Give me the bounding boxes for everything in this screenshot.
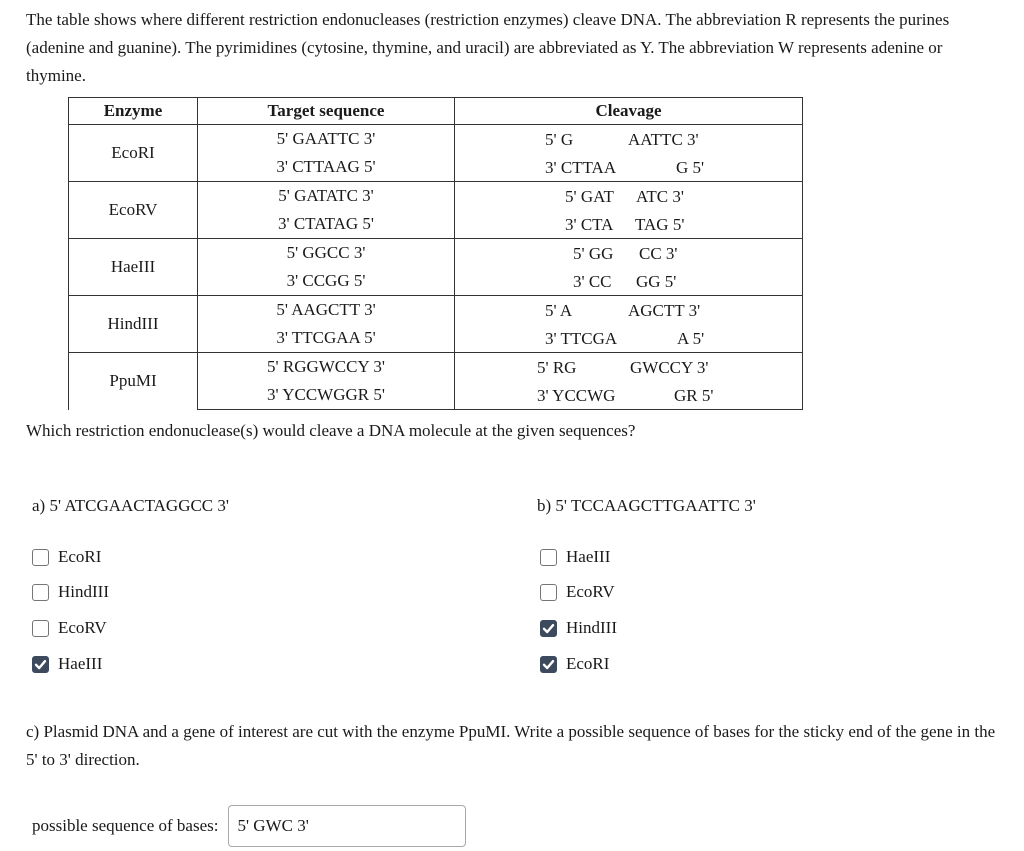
target-bottom: 3' YCCWGGR 5' <box>198 381 455 410</box>
cleavage-left: 3' CTA <box>565 215 614 234</box>
cleavage-left: 5' A <box>545 301 573 320</box>
cleavage-left: 3' CTTAA <box>545 158 617 177</box>
enzyme-name: HindIII <box>69 296 198 353</box>
cleavage-right: GG 5' <box>636 272 677 291</box>
enzyme-name: EcoRI <box>69 125 198 182</box>
header-enzyme: Enzyme <box>69 98 198 125</box>
checkbox[interactable] <box>540 584 557 601</box>
part-b-option-ecori[interactable] <box>540 654 609 674</box>
part-a-option-hindiii[interactable] <box>32 582 109 602</box>
answer-label: possible sequence of bases: <box>32 816 219 835</box>
part-a-option-ecori[interactable] <box>32 547 101 567</box>
cleavage-left: 5' RG <box>537 358 577 377</box>
cleavage-bottom <box>455 210 803 239</box>
cleavage-bottom <box>455 324 803 353</box>
question-text: Which restriction endonuclease(s) would cleave a DNA molecule at the given sequences? <box>26 421 636 440</box>
option-label: HindIII <box>566 618 617 637</box>
cleavage-right: ATC 3' <box>636 187 684 206</box>
option-label: EcoRV <box>566 582 615 601</box>
cleavage-left: 5' G <box>545 130 574 149</box>
target-bottom: 3' CTTAAG 5' <box>198 153 455 182</box>
target-bottom: 3' CCGG 5' <box>198 267 455 296</box>
cleavage-top <box>455 182 803 211</box>
part-b-option-ecorv[interactable] <box>540 582 615 602</box>
checkmark-icon <box>542 658 555 671</box>
cleavage-left: 3' TTCGA <box>545 329 618 348</box>
intro-text: The table shows where different restriction endonucleases (restriction enzymes) cleave DNA. The abbreviation R represents the purines (adenine and guanine). The pyrimidines (cytosine, thymine, and uracil) are abbreviated as Y. The abbreviation W represents adenine or thymine. <box>26 10 950 85</box>
part-a-option-haeiii[interactable] <box>32 654 102 674</box>
part-a-option-ecorv[interactable] <box>32 618 107 638</box>
target-bottom: 3' CTATAG 5' <box>198 210 455 239</box>
checkbox[interactable] <box>540 620 557 637</box>
option-label: EcoRI <box>58 547 102 566</box>
target-bottom: 3' TTCGAA 5' <box>198 324 455 353</box>
part-b-option-hindiii[interactable] <box>540 618 617 638</box>
restriction-enzyme-table <box>68 97 803 410</box>
cleavage-right: A 5' <box>677 329 705 348</box>
checkbox[interactable] <box>32 584 49 601</box>
target-top: 5' GGCC 3' <box>198 239 455 268</box>
cleavage-top <box>455 296 803 325</box>
answer-input[interactable]: 5' GWC 3' <box>228 805 466 847</box>
enzyme-name: HaeIII <box>69 239 198 296</box>
cleavage-right: TAG 5' <box>635 215 685 234</box>
cleavage-bottom <box>455 267 803 296</box>
checkmark-icon <box>542 622 555 635</box>
part-b-label: b) 5' TCCAAGCTTGAATTC 3' <box>537 496 756 515</box>
target-top: 5' AAGCTT 3' <box>198 296 455 325</box>
cleavage-bottom <box>455 381 803 410</box>
cleavage-right: AGCTT 3' <box>628 301 701 320</box>
header-cleavage: Cleavage <box>455 98 803 125</box>
cleavage-top <box>455 353 803 382</box>
checkbox[interactable] <box>32 549 49 566</box>
table-row <box>69 239 803 268</box>
checkbox[interactable] <box>540 656 557 673</box>
cleavage-left: 5' GG <box>573 244 614 263</box>
enzyme-name: EcoRV <box>69 182 198 239</box>
table-row <box>69 296 803 325</box>
checkbox[interactable] <box>32 620 49 637</box>
option-label: EcoRI <box>566 654 610 673</box>
option-label: HaeIII <box>566 547 611 566</box>
cleavage-right: GWCCY 3' <box>630 358 709 377</box>
table-row <box>69 353 803 382</box>
part-a-label: a) 5' ATCGAACTAGGCC 3' <box>32 496 229 515</box>
target-top: 5' GATATC 3' <box>198 182 455 211</box>
cleavage-top <box>455 239 803 268</box>
cleavage-right: CC 3' <box>639 244 678 263</box>
cleavage-left: 3' YCCWG <box>537 386 616 405</box>
cleavage-right: GR 5' <box>674 386 714 405</box>
target-top: 5' GAATTC 3' <box>198 125 455 154</box>
checkbox[interactable] <box>32 656 49 673</box>
table-row <box>69 182 803 211</box>
cleavage-left: 3' CC <box>573 272 612 291</box>
cleavage-top <box>455 125 803 154</box>
answer-row <box>32 805 466 847</box>
header-target-sequence: Target sequence <box>198 98 455 125</box>
cleavage-left: 5' GAT <box>565 187 614 206</box>
enzyme-name: PpuMI <box>69 353 198 410</box>
part-b-option-haeiii[interactable] <box>540 547 610 567</box>
checkbox[interactable] <box>540 549 557 566</box>
target-top: 5' RGGWCCY 3' <box>198 353 455 382</box>
cleavage-bottom <box>455 153 803 182</box>
cleavage-right: G 5' <box>676 158 705 177</box>
option-label: EcoRV <box>58 618 107 637</box>
cleavage-right: AATTC 3' <box>628 130 699 149</box>
table-row <box>69 125 803 154</box>
option-label: HindIII <box>58 582 109 601</box>
checkmark-icon <box>34 658 47 671</box>
part-c-text: c) Plasmid DNA and a gene of interest are cut with the enzyme PpuMI. Write a possible sequence of bases for the sticky end of the gene in the 5' to 3' direction. <box>26 722 996 769</box>
option-label: HaeIII <box>58 654 103 673</box>
